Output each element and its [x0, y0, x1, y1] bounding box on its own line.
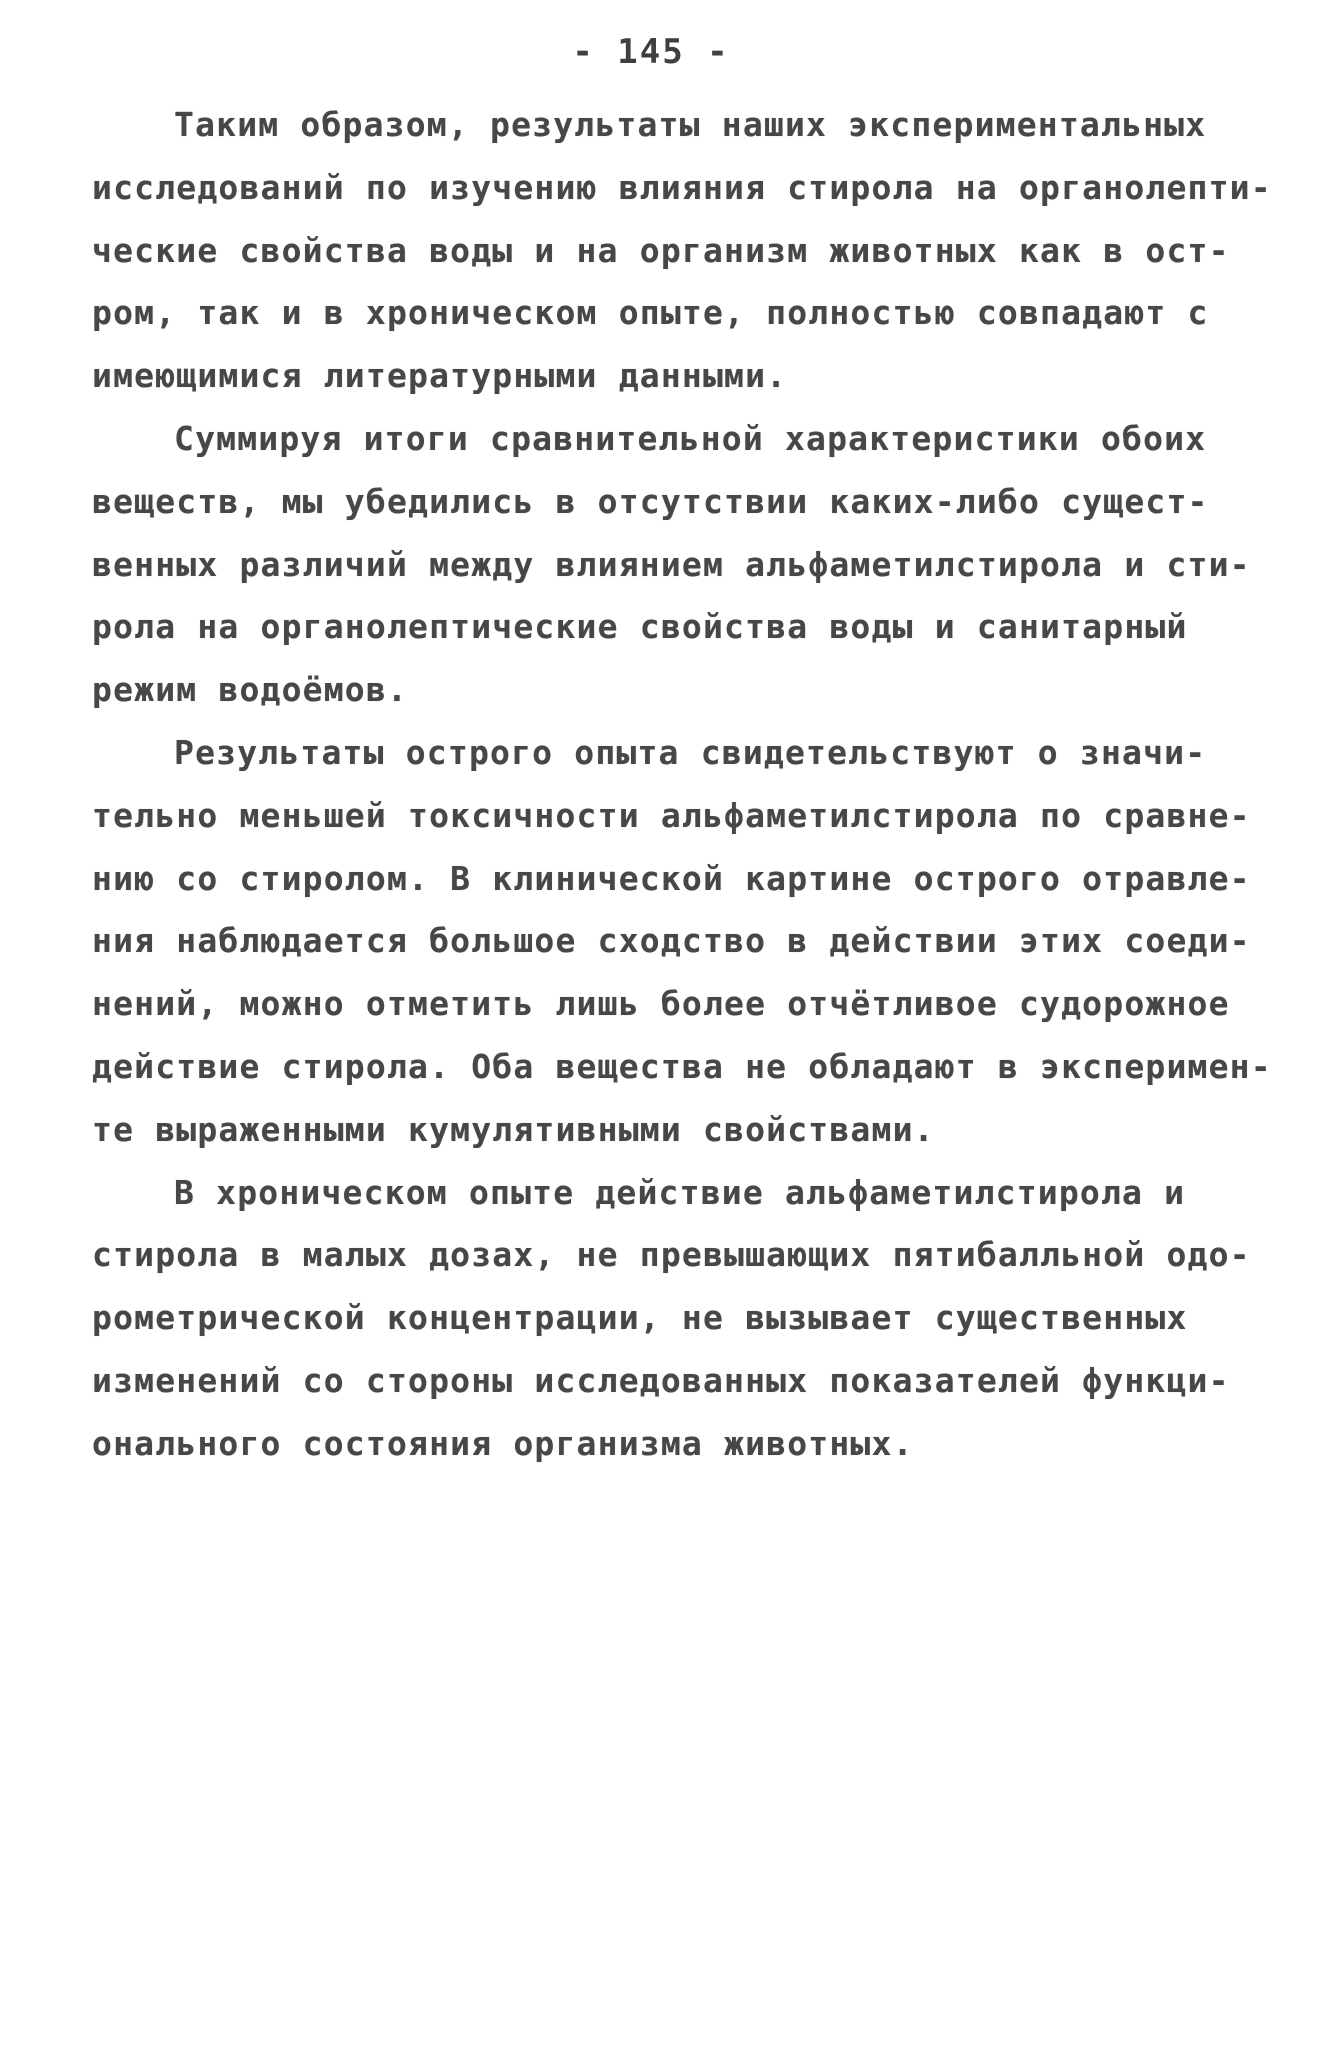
- text-line: стирола в малых дозах, не превышающих пятибалльной одо-: [92, 1235, 1251, 1275]
- text-line: В хроническом опыте действие альфаметилстирола и: [174, 1172, 1186, 1212]
- paragraph-3: [92, 722, 1272, 1162]
- text-line: режим водоёмов.: [92, 670, 409, 710]
- body-text: [92, 94, 1272, 1476]
- text-line: ния наблюдается большое сходство в действии этих соеди-: [92, 921, 1251, 961]
- text-line: веществ, мы убедились в отсутствии каких-либо сущест-: [92, 481, 1209, 521]
- paragraph-1: [92, 94, 1272, 408]
- text-line: онального состояния организма животных.: [92, 1423, 914, 1463]
- page-number: - 145 -: [572, 32, 730, 72]
- text-line: тельно меньшей токсичности альфаметилстирола по сравне-: [92, 795, 1251, 835]
- text-line: те выраженными кумулятивными свойствами.: [92, 1109, 935, 1149]
- text-line: Суммируя итоги сравнительной характеристики обоих: [174, 418, 1207, 458]
- text-line: нений, можно отметить лишь более отчётливое судорожное: [92, 984, 1230, 1024]
- text-line: действие стирола. Оба вещества не обладают в эксперимен-: [92, 1046, 1272, 1086]
- text-line: Таким образом, результаты наших экспериментальных: [174, 105, 1207, 144]
- text-line: имеющимися литературными данными.: [92, 356, 788, 396]
- text-line: исследований по изучению влияния стирола на органолепти-: [92, 167, 1272, 207]
- text-line: нию со стиролом. В клинической картине острого отравле-: [92, 858, 1251, 898]
- text-line: изменений со стороны исследованных показателей функци-: [92, 1360, 1230, 1400]
- text-line: Результаты острого опыта свидетельствуют о значи-: [174, 732, 1207, 772]
- text-line: ческие свойства воды и на организм животных как в ост-: [92, 230, 1230, 270]
- text-line: рола на органолептические свойства воды и санитарный: [92, 607, 1188, 647]
- text-line: венных различий между влиянием альфаметилстирола и сти-: [92, 544, 1251, 584]
- text-line: ром, так и в хроническом опыте, полностью совпадают с: [92, 293, 1209, 333]
- paragraph-4: [92, 1162, 1272, 1476]
- paragraph-2: [92, 408, 1272, 722]
- text-line: рометрической концентрации, не вызывает существенных: [92, 1298, 1188, 1338]
